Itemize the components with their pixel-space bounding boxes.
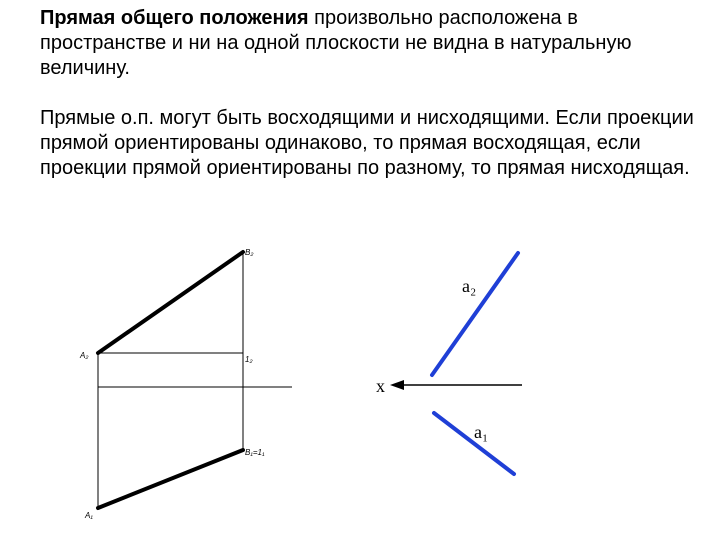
- label-a2: A₂: [80, 351, 89, 360]
- label-a1-projection: a₁: [474, 422, 489, 442]
- axis-x-label: x: [376, 376, 385, 396]
- definition-text: произвольно расположена в пространстве и ни на одной плоскости не видна в натуральную величину.: [40, 7, 632, 79]
- label-a2-projection: a₂: [462, 276, 477, 296]
- projection-a2-line: [432, 253, 518, 375]
- label-1-2: 1₂: [245, 355, 253, 364]
- definition-term: Прямая общего положения: [40, 7, 309, 29]
- axis-x-arrowhead: [390, 380, 404, 390]
- explanation-paragraph: Прямые о.п. могут быть восходящими и нисходящими. Если проекции прямой ориентированы одинаково, то прямая восходящая, если проекции прямой ориентированы по разному, то прямая нисходящая.: [40, 107, 694, 179]
- label-b1-1-1: B₁=1₁: [245, 448, 265, 457]
- label-a1: A₁: [85, 511, 93, 520]
- label-b2: B₂: [245, 248, 254, 257]
